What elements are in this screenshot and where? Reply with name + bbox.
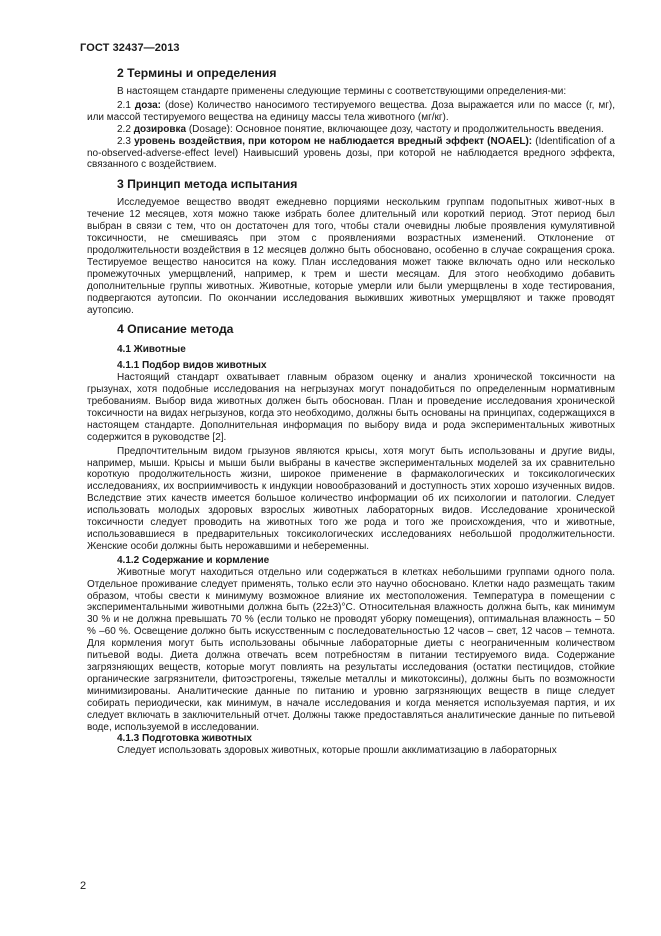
term-name: доза: [134,99,161,111]
subsection-4-1-1-paragraph-1: Настоящий стандарт охватывает главным образом оценку и анализ хронической токсичности на грызунах, хотя подобные исследования на негрызунах могут понадобиться по определенным нормативным требованиям. Выбор вида животных должен быть обоснован. План и проведение исследования хронической токсичности на видах негрызунов, когда это необходимо, должны быть основаны на принципах, содержащихся в настоящем стандарте. Дополнительная информация по выбору вида и рода экспериментальных животных содержится в руководстве [2]. [87,372,615,443]
subsection-4-1-3-heading: 4.1.3 Подготовка животных [117,733,252,745]
section-3-heading: 3 Принцип метода испытания [117,177,298,192]
document-id: ГОСТ 32437—2013 [80,42,180,54]
term-name: дозировка [133,123,187,135]
subsection-4-1-3-paragraph: Следует использовать здоровых животных, которые прошли акклиматизацию в лабораторных [117,745,557,757]
term-number: 2.3 [117,135,135,147]
subsection-4-1-1-heading: 4.1.1 Подбор видов животных [117,360,267,372]
subsection-4-1-heading: 4.1 Животные [117,344,186,356]
subsection-4-1-1-paragraph-2: Предпочтительным видом грызунов являются крысы, хотя могут быть использованы и другие виды, например, мыши. Крысы и мыши были выбраны в качестве экспериментальных моделей за их сравнительно короткую продолжительность жизни, широкое применение в фармакологических и токсикологических исследованиях, их восприимчивость к индукции новообразований и доступность этих хорошо изученных видов. Вследствие этих качеств имеется большое количество информации об их психологии и патологии. Следует использовать молодых здоровых взрослых животных лабораторных видов. Исследование хронической токсичности следует проводить на животных того же рода и того же происхождения, что и животные, использовавшиеся в предварительных токсикологических исследованиях небольшой продолжительности. Женские особи должны быть нерожавшими и небеременны. [87,445,615,552]
term-definition: (Identification of a no-observed-adverse-effect level) Наивысший уровень дозы, при которой не наблюдается вредного эффекта, связанного с воздействием. [87,135,615,171]
term-2-2 [87,124,615,136]
section-2-intro: В настоящем стандарте применены следующие термины с соответствующими определения-ми: [117,86,567,97]
page-number: 2 [80,880,87,892]
section-4-heading: 4 Описание метода [117,322,234,337]
term-name: уровень воздействия, при котором не наблюдается вредный эффект (NOAEL): [134,135,533,147]
subsection-4-1-2-heading: 4.1.2 Содержание и кормление [117,554,270,566]
section-3-paragraph: Исследуемое вещество вводят ежедневно порциями нескольким группам подопытных живот-ных в течение 12 месяцев, хотя можно также избрать более длительный или короткий период. Этот период был выбран в связи с тем, что он достаточен для того, чтобы стали очевидны любые проявления кумулятивной токсичности, не смешиваясь при этом с проявлениями возрастных изменений. Отклонение от продолжительности воздействия в 12 месяцев должно быть обосновано, особенно в случае сокращения срока. Тестируемое вещество наносится на кожу. План исследования может также включать одно или несколько промежуточных умерщвлений, например, к трем и шести месяцам. Для этого необходимо добавить дополнительные группы животных. Животные, которые умерли или были умерщвлены в ходе тестирования, подвергаются аутопсии. По окончании исследования выживших животных умерщвляют и также проводят аутопсию. [87,197,615,316]
term-number: 2.1 [117,99,135,111]
document-body [87,66,615,757]
subsection-4-1-2-paragraph: Животные могут находиться отдельно или содержаться в клетках небольшими группами одного пола. Отдельное проживание следует применять, только если это научно обосновано. Клетки надо размещать таким образом, чтобы свести к минимуму возможное влияние их местоположения. Температура в помещении с экспериментальными животными должна быть (22±3)°С. Относительная влажность должна быть, как минимум 30 % и не должна превышать 70 % (если только не проводят уборку помещения), оптимальная влажность – 50 % –60 %. Освещение должно быть искусственным с последовательностью 12 часов – свет, 12 часов – темнота. Для кормления могут быть использованы обычные лабораторные диеты с неограниченным количеством питьевой воды. Диета должна отвечать всем потребностям в питании тестируемого вида. Содержание загрязняющих веществ, которые могут повлиять на результаты исследования (остатки пестицидов, стойкие органические загрязнители, фитоэстрогены, тяжелые металлы и микотоксины), должны быть по возможности минимизированы. Аналитические данные по питанию и уровню загрязняющих веществ в пище следует собирать периодически, как минимум, в начале исследования и когда меняется используемая партия, и их следует включать в заключительный отчет. Должны также предоставляться аналитические данные по питьевой воде, используемой в исследовании. [87,566,615,733]
term-2-3 [87,136,615,172]
term-2-1 [87,100,615,124]
term-definition: (Dosage): Основное понятие, включающее дозу, частоту и продолжительность введения. [186,123,604,135]
term-number: 2.2 [117,123,134,135]
term-definition: (dose) Количество наносимого тестируемого вещества. Доза выражается или по массе (г, мг), или массой тестируемого вещества на единицу массы тела животного (мг/кг). [87,99,615,123]
section-2-heading: 2 Термины и определения [117,66,277,80]
